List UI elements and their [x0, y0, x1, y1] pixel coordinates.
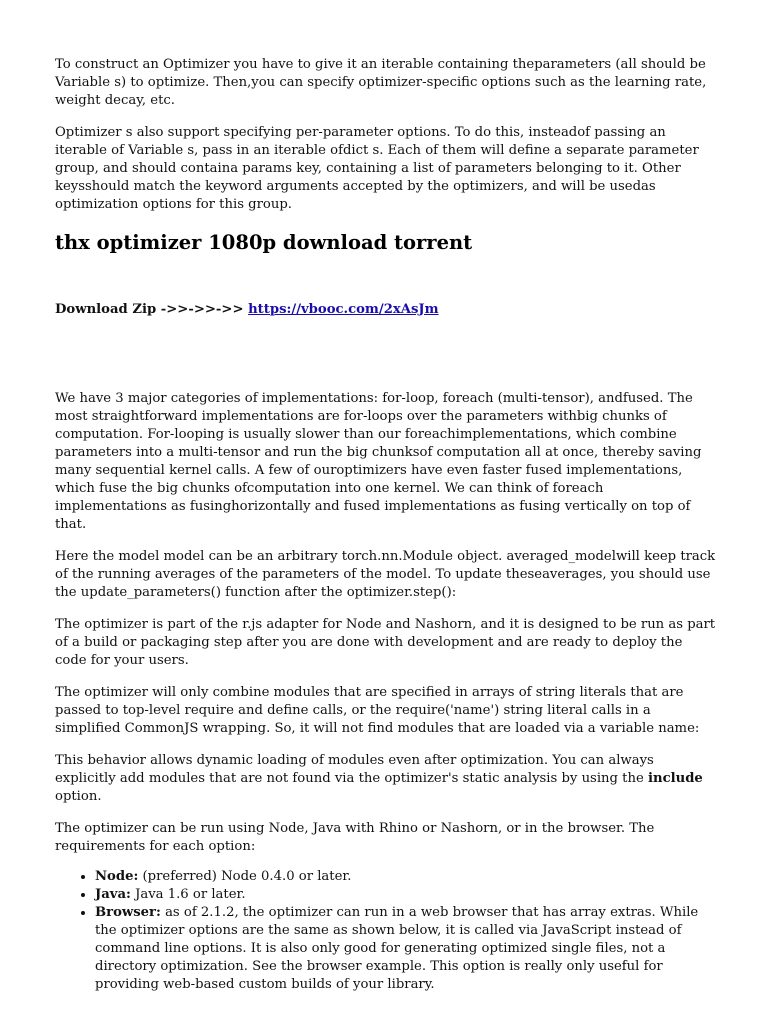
download-link[interactable]: https://vbooc.com/2xAsJm [248, 302, 439, 317]
requirement-text: as of 2.1.2, the optimizer can run in a web browser that has array extras. While the optimizer options are the same as shown below, it is called via JavaScript instead of command line options. It is also only good for generating optimized single files, not a directory optimization. See the browser example. This option is really only useful for providing web-based custom builds of your library. [95, 905, 699, 992]
list-item [95, 868, 717, 886]
paragraph-per-parameter-options: Optimizer s also support specifying per-parameter options. To do this, insteadof passing an iterable of Variable s, pass in an iterable ofdict s. Each of them will define a separate parameter group, and should containa params key, containing a list of parameters belonging to it. Other keysshould match the keyword arguments accepted by the optimizers, and will be usedas optimization options for this group. [55, 125, 699, 212]
dynamic-loading-text: This behavior allows dynamic loading of modules even after optimization. You can always explicitly add modules that are not found via the optimizer's static analysis by using the [55, 753, 654, 786]
paragraph-implementations: We have 3 major categories of implementations: for-loop, foreach (multi-tensor), andfused. The most straightforward implementations are for-loops over the parameters withbig chunks of computation. For-looping is usually slower than our foreachimplementations, which combine parameters into a multi-tensor and run the big chunksof computation all at once, thereby saving many sequential kernel calls. A few of ouroptimizers have even faster fused implementations, which fuse the big chunks ofcomputation into one kernel. We can think of foreach implementations as fusinghorizontally and fused implementations as fusing vertically on top of that. [55, 391, 702, 532]
paragraph-averaged-model: Here the model model can be an arbitrary torch.nn.Module object. averaged_modelwill keep track of the running averages of the parameters of the model. To update theseaverages, you should use the update_parameters() function after the optimizer.step(): [55, 549, 716, 600]
dynamic-loading-tail: option. [55, 789, 102, 804]
requirement-label: Java: [95, 887, 131, 902]
list-item [95, 904, 717, 994]
include-keyword: include [647, 771, 703, 786]
paragraph-dynamic-loading [55, 752, 717, 806]
requirement-text: Java 1.6 or later. [130, 887, 246, 902]
paragraph-combine-modules: The optimizer will only combine modules that are specified in arrays of string literals that are passed to top-level require and define calls, or the require('name') string literal calls in a simplified CommonJS wrapping. So, it will not find modules that are loaded via a variable name: [55, 685, 700, 736]
download-line [55, 301, 717, 319]
list-item [95, 886, 717, 904]
requirements-list [55, 868, 717, 994]
page-title: thx optimizer 1080p download torrent [55, 231, 473, 254]
paragraph-rjs-adapter: The optimizer is part of the r.js adapter for Node and Nashorn, and it is designed to be run as part of a build or packaging step after you are done with development and are ready to deploy the code for your users. [55, 617, 716, 668]
paragraph-optimizer-construct: To construct an Optimizer you have to give it an iterable containing theparameters (all should be Variable s) to optimize. Then,you can specify optimizer-specific options such as the learning rate, weight decay, etc. [55, 57, 707, 108]
spacer [55, 319, 717, 390]
requirement-text: (preferred) Node 0.4.0 or later. [138, 869, 352, 884]
download-label: Download Zip ->>->>->> [55, 302, 249, 317]
requirement-label: Browser: [95, 905, 161, 920]
requirement-label: Node: [95, 869, 139, 884]
paragraph-run-environments: The optimizer can be run using Node, Java with Rhino or Nashorn, or in the browser. The requirements for each option: [55, 821, 655, 854]
document-content [55, 56, 717, 994]
